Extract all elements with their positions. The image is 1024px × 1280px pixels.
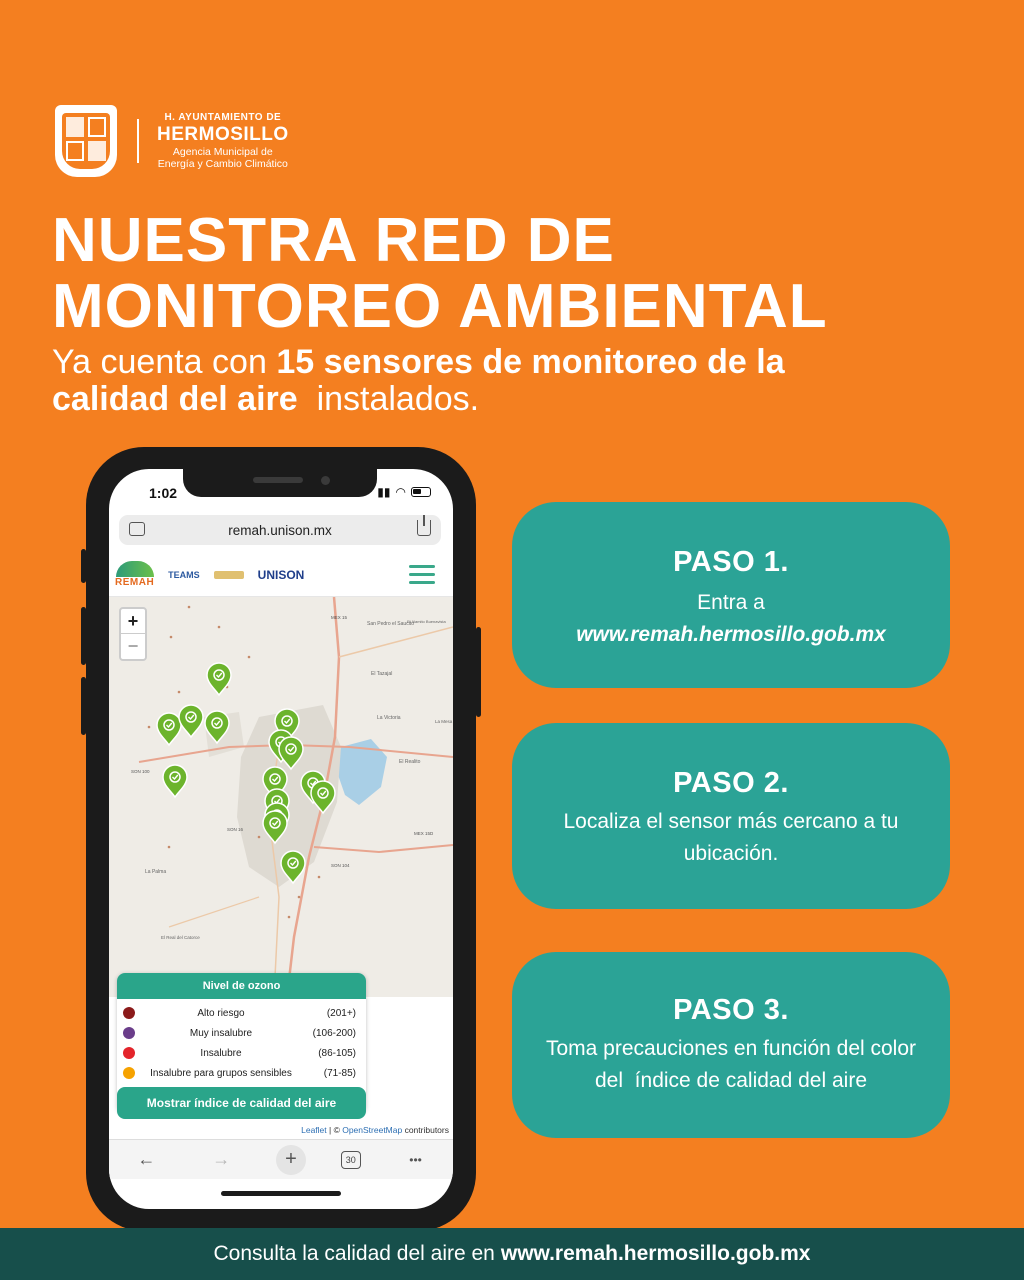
map-attribution (301, 1125, 449, 1135)
legend-range: (86-105) (318, 1047, 356, 1059)
place-label: La Palma (145, 869, 167, 875)
remah-label: REMAH (115, 577, 155, 588)
wifi-icon: ◠ (395, 485, 406, 499)
municipality-logo (55, 105, 289, 177)
place-label: El Realito (399, 759, 421, 765)
more-options-button[interactable]: ••• (409, 1152, 422, 1167)
zoom-out-button[interactable]: − (127, 636, 139, 656)
title-line1: NUESTRA RED DE (52, 206, 615, 275)
legend-label: Insalubre para grupos sensibles (150, 1067, 292, 1079)
legend-title: Nivel de ozono (117, 973, 366, 999)
legend-label: Muy insalubre (189, 1027, 253, 1039)
phone-screen (109, 469, 453, 1209)
legend-dot (123, 1007, 135, 1019)
footer-url[interactable]: www.remah.hermosillo.gob.mx (500, 1242, 811, 1265)
footer-banner (0, 1228, 1024, 1280)
place-label: MEX 15 (331, 615, 348, 620)
place-label: La Mesa (435, 719, 453, 724)
logo-line3: Agencia Municipal de (172, 145, 273, 158)
legend-range: (106-200) (312, 1027, 356, 1039)
subtitle-bold1: 15 sensores de monitoreo de la (276, 343, 785, 381)
legend-row (117, 1063, 366, 1083)
battery-icon (411, 487, 431, 497)
remah-logo[interactable] (115, 561, 154, 588)
subtitle-bold2: calidad del aire (52, 380, 298, 418)
sensor-pin-icon[interactable] (157, 713, 181, 745)
sensor-pin-icon[interactable] (279, 737, 303, 769)
legend-row (117, 1023, 366, 1043)
legend-dot (123, 1067, 135, 1079)
sensor-pin-icon[interactable] (281, 851, 305, 883)
sensor-pin-icon[interactable] (179, 705, 203, 737)
site-header (109, 553, 453, 597)
legend-dot (123, 1027, 135, 1039)
place-label: SON 16 (227, 827, 244, 832)
phone-power-button (476, 627, 481, 717)
logo-divider (137, 119, 139, 163)
share-icon[interactable] (417, 520, 431, 536)
forward-button[interactable]: → (212, 1149, 231, 1169)
sensor-pin-icon[interactable] (205, 711, 229, 743)
legend-dot (123, 1047, 135, 1059)
subtitle (52, 344, 952, 418)
step-2-text: Localiza el sensor más cercano a tu ubicación. (563, 810, 899, 865)
zoom-control (119, 607, 147, 661)
step-3-text: Toma precauciones en función del color del índice de calidad del aire (545, 1037, 922, 1092)
leaflet-link[interactable]: Leaflet (301, 1125, 327, 1135)
zoom-in-button[interactable]: + (121, 609, 145, 634)
partner-logo (214, 571, 244, 579)
step-1-text: Entra a (697, 591, 765, 614)
sensor-pin-icon[interactable] (263, 811, 287, 843)
attribution-contrib: contributors (402, 1125, 449, 1135)
logo-line2: HERMOSILLO (157, 123, 289, 145)
phone-volume-up-button (81, 607, 86, 665)
place-label: San Pedro el Saucito (367, 621, 414, 627)
browser-toolbar (109, 1139, 453, 1179)
place-label: La Victoria (377, 715, 401, 721)
url-text: remah.unison.mx (228, 522, 332, 538)
page-settings-icon[interactable] (129, 522, 145, 536)
menu-icon[interactable] (409, 565, 435, 584)
phone-mute-button (81, 549, 86, 583)
sensor-map[interactable] (109, 597, 453, 997)
sensor-pin-icon[interactable] (163, 765, 187, 797)
footer-text: Consulta la calidad del aire en (213, 1242, 495, 1265)
place-label: SON 104 (331, 863, 350, 868)
logo-line4: Energía y Cambio Climático (157, 157, 288, 170)
remah-gauge-icon (116, 561, 154, 577)
step-3-title: PASO 3. (673, 994, 789, 1026)
osm-link[interactable]: OpenStreetMap (342, 1125, 403, 1135)
sensor-pin-icon[interactable] (311, 781, 335, 813)
title-line2: MONITOREO AMBIENTAL (52, 272, 828, 341)
teams-logo: TEAMS (168, 569, 200, 580)
place-label: MEX 15D (414, 831, 434, 836)
place-label: El Alamito Buenavista (407, 619, 446, 624)
step-2-card (512, 723, 950, 909)
attribution-sep: | © (326, 1125, 343, 1135)
phone-volume-down-button (81, 677, 86, 735)
show-air-quality-index-button[interactable]: Mostrar índice de calidad del aire (117, 1087, 366, 1119)
new-tab-button[interactable]: + (276, 1145, 306, 1175)
coat-of-arms-icon (55, 105, 117, 177)
place-label: SON 100 (131, 769, 150, 774)
legend-row (117, 1003, 366, 1023)
status-icons (377, 485, 431, 499)
legend-label: Alto riesgo (197, 1007, 245, 1019)
logo-line1: H. AYUNTAMIENTO DE (164, 112, 282, 124)
subtitle-part1: Ya cuenta con (52, 343, 277, 381)
step-2-title: PASO 2. (673, 767, 789, 799)
legend-row (117, 1043, 366, 1063)
step-3-card (512, 952, 950, 1138)
place-label: El Tazajal (371, 671, 393, 677)
subtitle-part2: instalados. (297, 380, 480, 418)
browser-url-bar[interactable] (119, 515, 441, 545)
signal-icon: ▮▮ (377, 485, 391, 499)
page-title (52, 208, 828, 340)
phone-notch (183, 469, 377, 497)
legend-label: Insalubre (200, 1047, 242, 1059)
back-button[interactable]: ← (137, 1149, 156, 1169)
legend-range: (201+) (326, 1007, 356, 1019)
phone-mockup (86, 447, 476, 1231)
place-label: El Real del Catorce (161, 935, 200, 940)
step-1-title: PASO 1. (673, 546, 789, 578)
home-indicator (221, 1191, 341, 1196)
sensor-pin-icon[interactable] (207, 663, 231, 695)
unison-logo: UNISON (257, 567, 305, 582)
step-1-url[interactable]: www.remah.hermosillo.gob.mx (576, 623, 886, 646)
tabs-button[interactable]: 30 (341, 1151, 361, 1169)
status-time: 1:02 (149, 485, 178, 501)
step-1-card (512, 502, 950, 688)
sensor-pins-layer (109, 597, 453, 997)
legend-range: (71-85) (323, 1067, 356, 1079)
